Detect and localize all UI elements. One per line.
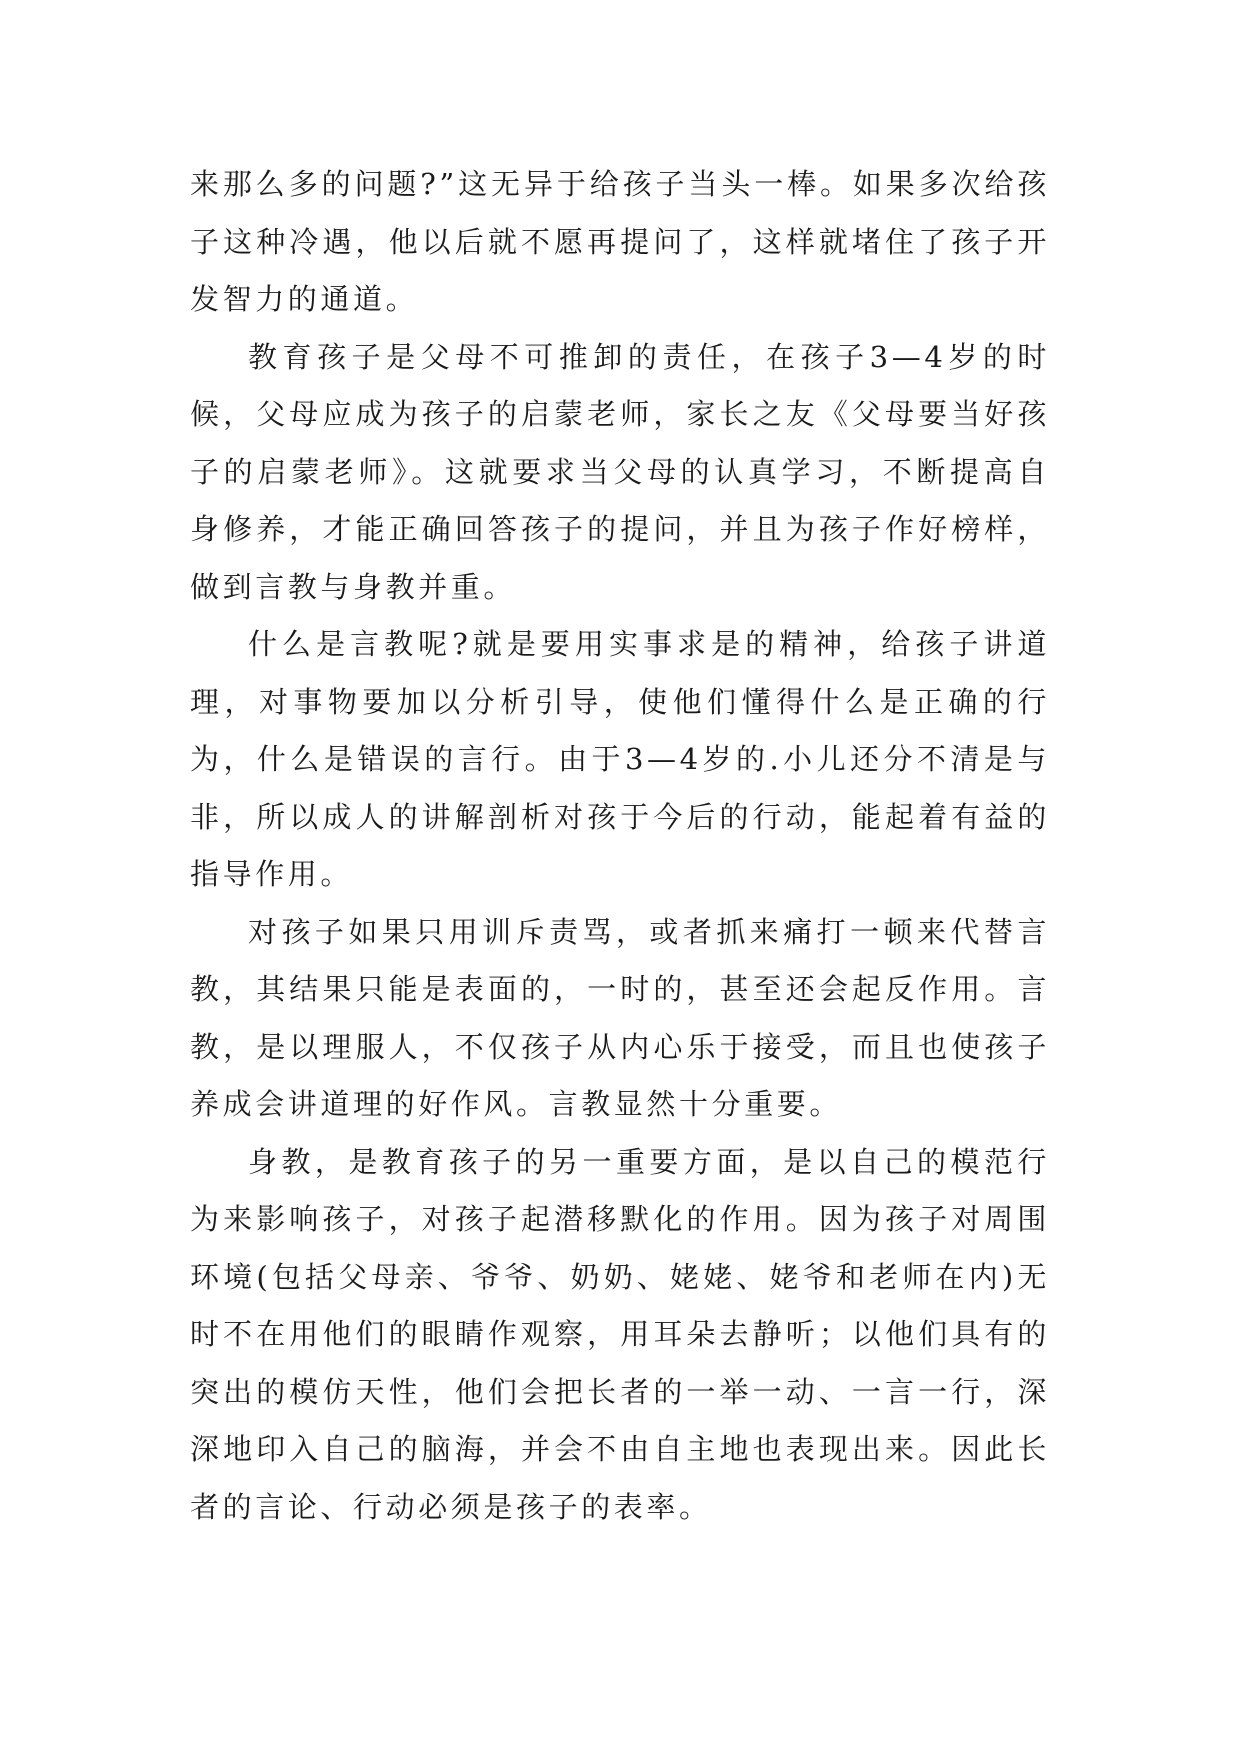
paragraph-verbal-teaching: 什么是言教呢?就是要用实事求是的精神，给孩子讲道理，对事物要加以分析引导，使他们懂得什么是正确的行为，什么是错误的言行。由于3—4岁的.小儿还分不清是与非，所以成人的讲解剖析对孩于今后的行动，能起着有益的指导作用。 <box>190 627 1050 891</box>
paragraph-continuation: 来那么多的问题?”这无异于给孩子当头一棒。如果多次给孩子这种冷遇，他以后就不愿再提问了，这样就堵住了孩子开发智力的通道。 <box>190 167 1050 316</box>
paragraph-teaching-by-example: 身教，是教育孩子的另一重要方面，是以自己的模范行为来影响孩子，对孩子起潜移默化的作用。因为孩子对周围环境(包括父母亲、爷爷、奶奶、姥姥、姥爷和老师在内)无时不在用他们的眼睛作观察，用耳朵去静听；以他们具有的突出的模仿天性，他们会把长者的一举一动、一言一行，深深地印入自己的脑海，并会不由自主地也表现出来。因此长者的言论、行动必须是孩子的表率。 <box>190 1144 1050 1524</box>
paragraph-scolding-contrast: 对孩子如果只用训斥责骂，或者抓来痛打一顿来代替言教，其结果只能是表面的，一时的，甚至还会起反作用。言教，是以理服人，不仅孩子从内心乐于接受，而且也使孩子养成会讲道理的好作风。言教显然十分重要。 <box>190 914 1050 1121</box>
document-page <box>190 156 1050 1536</box>
paragraph-parental-responsibility: 教育孩子是父母不可推卸的责任，在孩子3—4岁的时候，父母应成为孩子的启蒙老师，家长之友《父母要当好孩子的启蒙老师》。这就要求当父母的认真学习，不断提高自身修养，才能正确回答孩子的提问，并且为孩子作好榜样，做到言教与身教并重。 <box>190 339 1050 604</box>
